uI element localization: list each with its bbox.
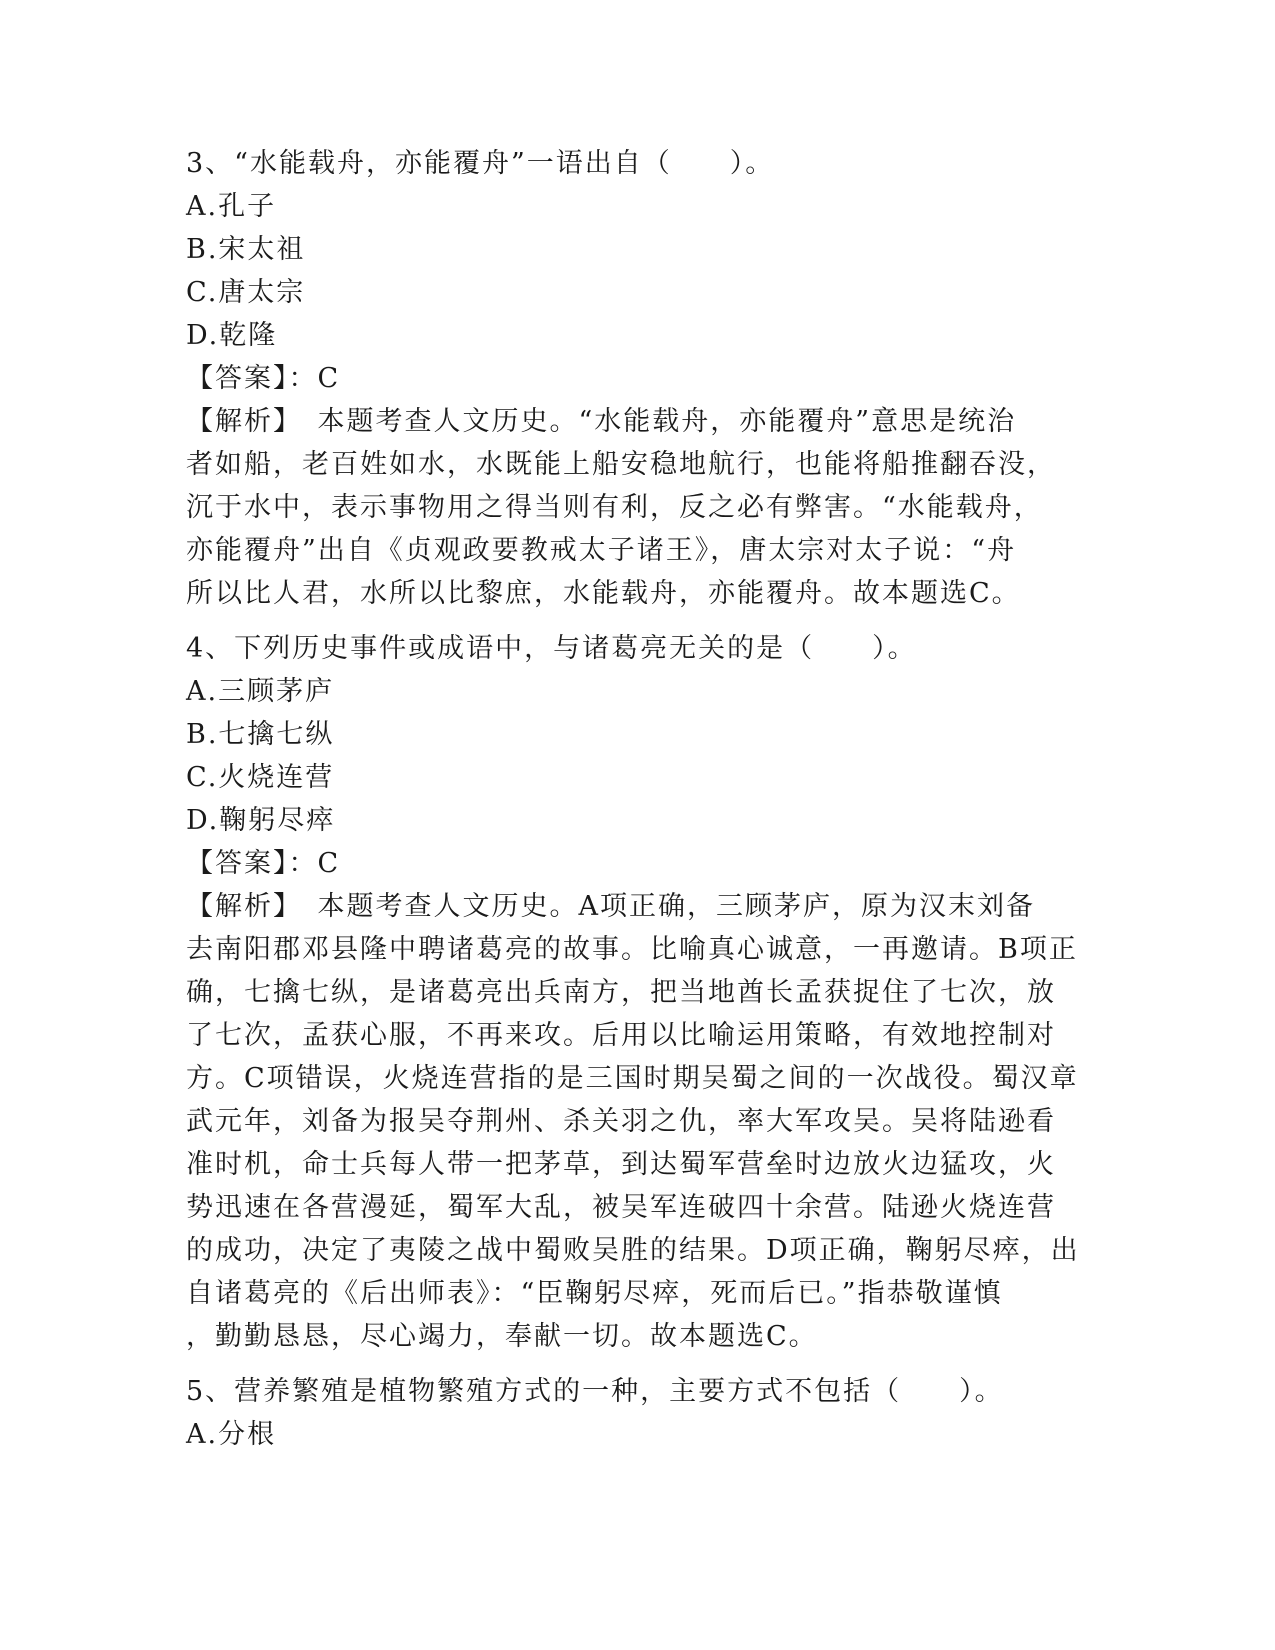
analysis-line: 的成功，决定了夷陵之战中蜀败吴胜的结果。D项正确，鞠躬尽瘁，出 bbox=[186, 1235, 1080, 1266]
answer: 【答案】：C bbox=[186, 848, 341, 879]
option-a: A.三顾茅庐 bbox=[186, 676, 335, 707]
analysis-line: 沉于水中，表示事物用之得当则有利，反之必有弊害。“水能载舟， bbox=[186, 492, 1043, 523]
analysis-line: 【解析】 本题考查人文历史。A项正确，三顾茅庐，原为汉末刘备 bbox=[186, 891, 1035, 922]
analysis-line: 者如船，老百姓如水，水既能上船安稳地航行，也能将船推翻吞没， bbox=[186, 449, 1056, 480]
question-3 bbox=[186, 142, 1086, 615]
analysis-line: 所以比人君，水所以比黎庶，水能载舟，亦能覆舟。故本题选C。 bbox=[186, 578, 1021, 609]
analysis-line: ，勤勤恳恳，尽心竭力，奉献一切。故本题选C。 bbox=[186, 1321, 818, 1352]
document-page bbox=[186, 142, 1086, 1456]
question-5 bbox=[186, 1370, 1086, 1456]
answer: 【答案】：C bbox=[186, 363, 341, 394]
analysis-line: 亦能覆舟”出自《贞观政要教戒太子诸王》，唐太宗对太子说：“舟 bbox=[186, 535, 1017, 566]
question-stem: 5、营养繁殖是植物繁殖方式的一种，主要方式不包括（ ）。 bbox=[186, 1376, 1004, 1407]
analysis-line: 确，七擒七纵，是诸葛亮出兵南方，把当地酋长孟获捉住了七次，放 bbox=[186, 977, 1056, 1008]
analysis-line: 去南阳郡邓县隆中聘诸葛亮的故事。比喻真心诚意，一再邀请。B项正 bbox=[186, 934, 1078, 965]
analysis-line: 势迅速在各营漫延，蜀军大乱，被吴军连破四十余营。陆逊火烧连营 bbox=[186, 1192, 1056, 1223]
option-d: D.鞠躬尽瘁 bbox=[186, 805, 336, 836]
option-b: B.宋太祖 bbox=[186, 234, 306, 265]
option-b: B.七擒七纵 bbox=[186, 719, 335, 750]
analysis-line: 方。C项错误，火烧连营指的是三国时期吴蜀之间的一次战役。蜀汉章 bbox=[186, 1063, 1079, 1094]
analysis-line: 了七次，孟获心服，不再来攻。后用以比喻运用策略，有效地控制对 bbox=[186, 1020, 1056, 1051]
option-a: A.孔子 bbox=[186, 191, 277, 222]
question-stem: 3、“水能载舟，亦能覆舟”一语出自（ ）。 bbox=[186, 148, 775, 179]
option-a: A.分根 bbox=[186, 1419, 277, 1450]
analysis-line: 自诸葛亮的《后出师表》：“臣鞠躬尽瘁，死而后已。”指恭敬谨慎 bbox=[186, 1278, 1003, 1309]
question-spacer bbox=[186, 615, 1086, 627]
analysis-line: 【解析】 本题考查人文历史。“水能载舟，亦能覆舟”意思是统治 bbox=[186, 406, 1017, 437]
question-spacer bbox=[186, 1358, 1086, 1370]
option-c: C.唐太宗 bbox=[186, 277, 306, 308]
analysis-line: 武元年，刘备为报吴夺荆州、杀关羽之仇，率大军攻吴。吴将陆逊看 bbox=[186, 1106, 1056, 1137]
option-d: D.乾隆 bbox=[186, 320, 278, 351]
question-4 bbox=[186, 627, 1086, 1358]
question-stem: 4、下列历史事件或成语中，与诸葛亮无关的是（ ）。 bbox=[186, 633, 917, 664]
option-c: C.火烧连营 bbox=[186, 762, 335, 793]
analysis-line: 准时机，命士兵每人带一把茅草，到达蜀军营垒时边放火边猛攻，火 bbox=[186, 1149, 1056, 1180]
